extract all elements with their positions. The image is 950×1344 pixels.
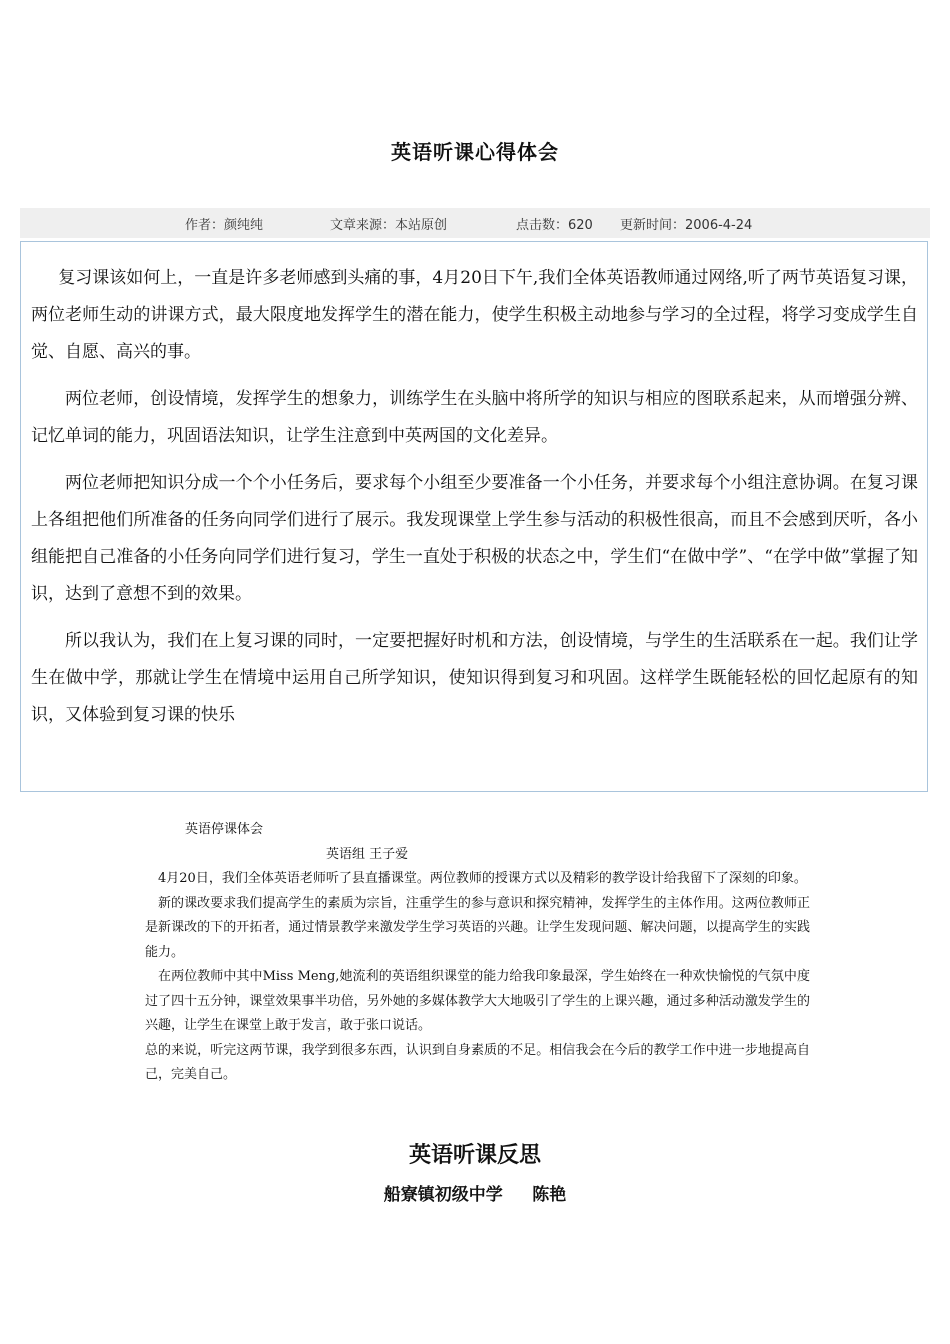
meta-clicks-value: 620 [568, 218, 593, 233]
article-paragraph-4: 所以我认为，我们在上复习课的同时，一定要把握好时机和方法，创设情境，与学生的生活联系在一起。我们让学生在做中学，那就让学生在情境中运用自己所学知识，使知识得到复习和巩固。这样学生既能轻松的回忆起原有的知识，又体验到复习课的快乐 [31, 631, 918, 725]
article-paragraph-1: 复习课该如何上，一直是许多老师感到头痛的事，4月20日下午,我们全体英语教师通过网络,听了两节英语复习课，两位老师生动的讲课方式，最大限度地发挥学生的潜在能力，使学生积极主动地参与学习的全过程，将学习变成学生自觉、自愿、高兴的事。 [31, 268, 918, 362]
section-byline: 英语组 王子爱 [326, 846, 409, 862]
section-paragraph-1: 4月20日，我们全体英语老师听了县直播课堂。两位教师的授课方式以及精彩的教学设计给我留下了深刻的印象。 [158, 871, 807, 886]
meta-source: 文章来源：本站原创 [330, 218, 448, 233]
article-body [20, 241, 928, 792]
meta-clicks [516, 214, 593, 233]
article-meta-bar [20, 208, 930, 238]
article-title: 英语听课心得体会 [391, 140, 559, 164]
article-paragraph-2: 两位老师，创设情境，发挥学生的想象力，训练学生在头脑中将所学的知识与相应的图联系起来，从而增强分辨、记忆单词的能力，巩固语法知识，让学生注意到中英两国的文化差异。 [31, 389, 918, 446]
section-paragraph-3: 在两位教师中其中Miss Meng,她流利的英语组织课堂的能力给我印象最深，学生始终在一种欢快愉悦的气氛中度过了四十五分钟，课堂效果事半功倍，另外她的多媒体教学大大地吸引了学生的上课兴趣，通过多种活动激发学生的兴趣，让学生在课堂上敢于发言，敢于张口说话。 [145, 969, 810, 1033]
meta-updated-label: 更新时间： [620, 218, 686, 233]
section-paragraph-4: 总的来说，听完这两节课，我学到很多东西，认识到自身素质的不足。相信我会在今后的教学工作中进一步地提高自己，完美自己。 [145, 1042, 810, 1082]
section-title-reflection: 英语听课反思 [408, 1142, 541, 1168]
section-paragraph-2: 新的课改要求我们提高学生的素质为宗旨，注重学生的参与意识和探究精神，发挥学生的主体作用。这两位教师正是新课改的下的开拓者，通过情景教学来激发学生学习英语的兴趣。让学生发现问题、解决问题，以提高学生的实践能力。 [145, 895, 810, 960]
meta-author: 作者：颜纯纯 [185, 218, 264, 233]
meta-clicks-label: 点击数： [516, 218, 569, 233]
article-paragraph-3: 两位老师把知识分成一个个小任务后，要求每个小组至少要准备一个小任务，并要求每个小组注意协调。在复习课上各组把他们所准备的任务向同学们进行了展示。我发现课堂上学生参与活动的积极性很高，而且不会感到厌听，各小组能把自己准备的小任务向同学们进行复习，学生一直处于积极的状态之中，学生们“在做中学”、“在学中做”掌握了知识，达到了意想不到的效果。 [31, 473, 918, 604]
section-heading: 英语停课体会 [185, 822, 264, 837]
meta-updated [620, 214, 752, 233]
meta-updated-value: 2006-4-24 [685, 218, 753, 233]
section-subtitle-author: 船寮镇初级中学 陈艳 [383, 1185, 567, 1205]
section-reflection [145, 818, 810, 1088]
